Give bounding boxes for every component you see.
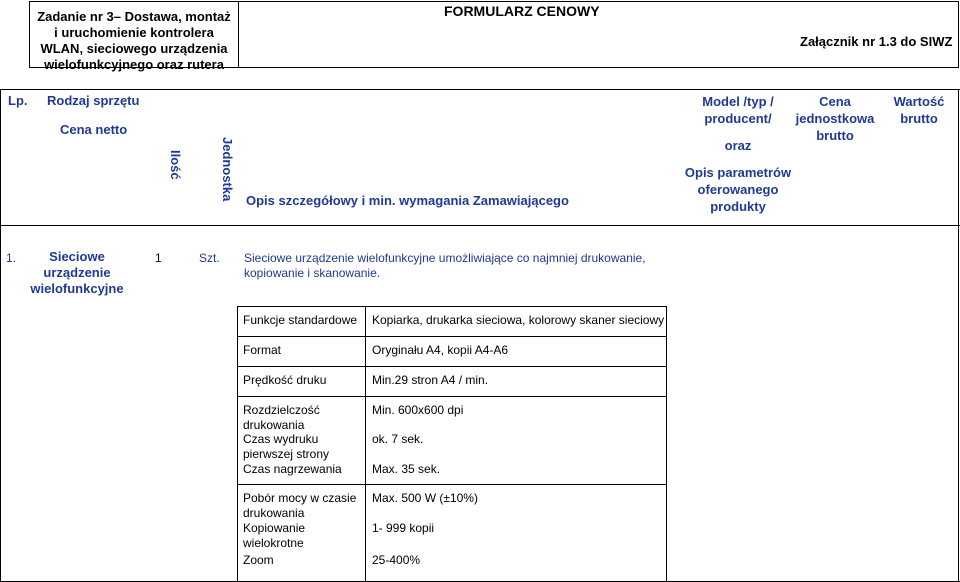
spec-value: 1- 999 kopii bbox=[372, 521, 435, 535]
spec-label: Prędkość druku bbox=[243, 373, 327, 387]
col-unit-price bbox=[780, 93, 890, 144]
col-model-line3: oraz bbox=[724, 138, 752, 153]
spec-rule bbox=[237, 484, 666, 485]
row-description bbox=[244, 251, 646, 281]
spec-label: Zoom bbox=[243, 553, 274, 567]
col-description: Opis szczegółowy i min. wymagania Zamawiającego bbox=[246, 193, 569, 208]
row-name-line1: Sieciowe bbox=[49, 249, 105, 264]
border-header-mid bbox=[238, 1, 239, 68]
spec-label-line2: drukowania bbox=[243, 506, 305, 520]
col-model-line6: produkty bbox=[710, 199, 766, 214]
border-colhead-bottom bbox=[0, 225, 960, 226]
col-value-line2: brutto bbox=[900, 111, 938, 126]
border-left-top bbox=[29, 1, 30, 68]
spec-label bbox=[243, 432, 329, 462]
col-value-line1: Wartość bbox=[893, 94, 945, 109]
row-desc-line1: Sieciowe urządzenie wielofunkcyjne umożliwiające co najmniej drukowanie, bbox=[244, 251, 646, 265]
spec-value: 25-400% bbox=[372, 553, 421, 567]
row-equipment-name bbox=[22, 249, 132, 297]
row-desc-line2: kopiowanie i skanowanie. bbox=[244, 266, 381, 280]
spec-value: ok. 7 sek. bbox=[372, 432, 424, 446]
spec-rule-mid bbox=[365, 306, 366, 581]
spec-rule-right bbox=[666, 306, 667, 581]
spec-rule bbox=[237, 336, 666, 337]
col-unit: Jednostka bbox=[220, 137, 235, 202]
attachment-label: Załącznik nr 1.3 do SIWZ bbox=[800, 34, 953, 49]
col-unit-price-line3: brutto bbox=[816, 128, 854, 143]
spec-label-line1: Pobór mocy w czasie bbox=[243, 491, 357, 505]
spec-rule-left bbox=[237, 306, 238, 581]
col-value bbox=[880, 93, 958, 127]
spec-value: Oryginału A4, kopii A4-A6 bbox=[372, 343, 509, 357]
col-quantity: Ilość bbox=[168, 150, 183, 180]
spec-label: Funkcje standardowe bbox=[243, 313, 358, 327]
spec-value: Max. 35 sek. bbox=[372, 462, 441, 476]
spec-label bbox=[243, 491, 356, 521]
spec-rule bbox=[237, 306, 666, 307]
col-lp: Lp. bbox=[8, 93, 28, 108]
col-model-line4: Opis parametrów bbox=[684, 165, 792, 180]
border-table-left bbox=[0, 89, 1, 582]
spec-value: Min. 600x600 dpi bbox=[372, 403, 464, 417]
border-table-right bbox=[958, 89, 959, 582]
spec-label-line1: Czas wydruku bbox=[243, 432, 319, 446]
spec-label: Format bbox=[243, 343, 282, 357]
spec-label-line1: Kopiowanie bbox=[243, 521, 306, 535]
col-unit-price-line1: Cena bbox=[819, 94, 851, 109]
spec-label bbox=[243, 403, 320, 433]
row-quantity: 1 bbox=[155, 251, 162, 265]
spec-rule bbox=[237, 396, 666, 397]
task-title: Zadanie nr 3– Dostawa, montaż i uruchomienie kontrolera WLAN, sieciowego urządzenia wielofunkcyjnego oraz rutera bbox=[37, 9, 231, 72]
row-lp: 1. bbox=[6, 251, 17, 265]
spec-label-line2: wielokrotne bbox=[243, 536, 304, 550]
col-model-line5: oferowanego bbox=[697, 182, 779, 197]
spec-label-line2: pierwszej strony bbox=[243, 447, 330, 461]
spec-label bbox=[243, 521, 305, 551]
border-top bbox=[29, 1, 959, 2]
spec-value: Min.29 stron A4 / min. bbox=[372, 373, 489, 387]
spec-label-line1: Rozdzielczość bbox=[243, 403, 320, 417]
col-unit-price-line2: jednostkowa bbox=[795, 111, 875, 126]
row-unit: Szt. bbox=[199, 251, 220, 265]
col-model-line2: producent/ bbox=[704, 111, 772, 126]
form-title: FORMULARZ CENOWY bbox=[444, 3, 600, 19]
spec-label: Czas nagrzewania bbox=[243, 462, 342, 476]
border-table-top bbox=[0, 89, 960, 90]
row-name-line3: wielofunkcyjne bbox=[30, 281, 124, 296]
col-net-price: Cena netto bbox=[60, 122, 128, 137]
spec-rule bbox=[237, 366, 666, 367]
spec-value: Kopiarka, drukarka sieciowa, kolorowy skaner sieciowy bbox=[372, 313, 665, 327]
spec-label-line2: drukowania bbox=[243, 418, 305, 432]
col-model-line1: Model /typ / bbox=[702, 94, 774, 109]
border-right-top bbox=[958, 1, 959, 68]
spec-value: Max. 500 W (±10%) bbox=[372, 491, 478, 505]
row-name-line2: urządzenie bbox=[43, 265, 111, 280]
col-equipment-type: Rodzaj sprzętu bbox=[47, 93, 140, 108]
